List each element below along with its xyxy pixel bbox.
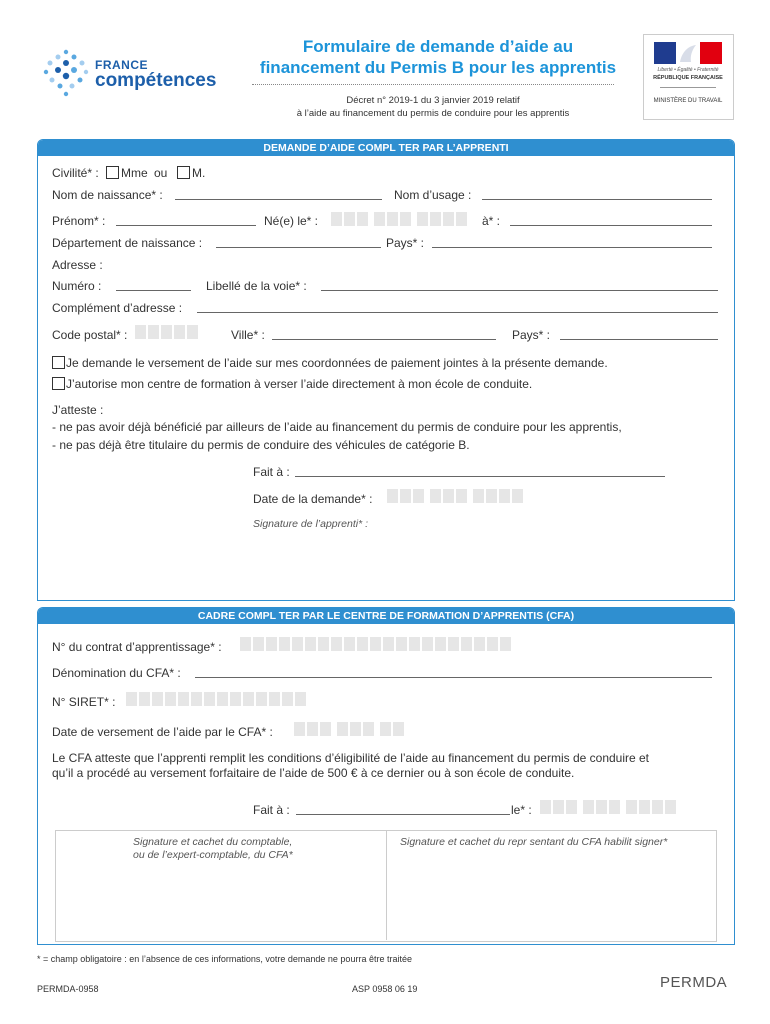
ou-label: ou <box>154 166 168 180</box>
cfa-le-label: le* : <box>511 803 532 817</box>
complement-label: Complément d’adresse : <box>52 301 183 315</box>
atteste-item-2: - ne pas déjà être titulaire du permis de conduire des véhicules de catégorie B. <box>52 438 470 452</box>
lieu-naissance-label: à* : <box>482 214 501 228</box>
sig-comptable-line-2: ou de l’expert-comptable, du CFA* <box>133 849 293 861</box>
decree-line-2: à l’aide au financement du permis de conduire pour les apprentis <box>296 108 570 119</box>
title-line-2: financement du Permis B pour les apprentis <box>259 58 617 77</box>
marianne-flag-icon <box>654 42 722 64</box>
code-postal-label: Code postal* : <box>52 328 128 342</box>
logo-dots-icon <box>40 48 92 100</box>
lieu-naissance-field[interactable] <box>510 225 712 226</box>
cfa-fait-a-label: Fait à : <box>253 803 290 817</box>
ref-right: PERMDA <box>660 974 728 991</box>
nom-naissance-label: Nom de naissance* : <box>52 188 163 202</box>
fait-a-field[interactable] <box>295 476 665 477</box>
pays-naissance-field[interactable] <box>432 247 712 248</box>
contrat-label: N° du contrat d’apprentissage* : <box>52 640 222 654</box>
checkbox-versement-apprenti[interactable] <box>52 356 65 369</box>
ministry-name: MINISTÈRE DU TRAVAIL <box>653 98 723 104</box>
logo-text-france: FRANCE <box>95 58 148 72</box>
libelle-voie-field[interactable] <box>321 290 718 291</box>
title-line-1: Formulaire de demande d’aide au <box>302 37 574 56</box>
ref-left: PERMDA-0958 <box>37 984 99 994</box>
apprentice-section-header: DEMANDE D’AIDE COMPL TER PAR L’APPRENTI <box>38 140 734 156</box>
option-versement-ecole: J’autorise mon centre de formation à verser l’aide directement à mon école de conduite. <box>66 377 533 391</box>
fait-a-label: Fait à : <box>253 465 290 479</box>
numero-field[interactable] <box>116 290 191 291</box>
pays-naissance-label: Pays* : <box>386 236 425 250</box>
option-versement-apprenti: Je demande le versement de l’aide sur mes coordonnées de paiement jointes à la présente demande. <box>66 356 608 370</box>
date-demande-field[interactable] <box>387 489 523 503</box>
libelle-voie-label: Libellé de la voie* : <box>206 279 307 293</box>
nom-naissance-field[interactable] <box>175 199 382 200</box>
cfa-fait-a-field[interactable] <box>296 814 510 815</box>
ville-label: Ville* : <box>231 328 265 342</box>
nom-usage-label: Nom d’usage : <box>394 188 472 202</box>
prenom-label: Prénom* : <box>52 214 106 228</box>
departement-field[interactable] <box>216 247 381 248</box>
sig-representant: Signature et cachet du repr sentant du CFA habilit signer* <box>400 836 668 848</box>
decree-line-1: Décret n° 2019-1 du 3 janvier 2019 relatif <box>346 95 520 106</box>
denomination-field[interactable] <box>195 677 712 678</box>
ville-field[interactable] <box>272 339 496 340</box>
pays-label: Pays* : <box>512 328 551 342</box>
checkbox-m[interactable] <box>177 166 190 179</box>
numero-label: Numéro : <box>52 279 102 293</box>
mme-label: Mme <box>121 166 148 180</box>
adresse-label: Adresse : <box>52 258 103 272</box>
atteste-label: J’atteste : <box>52 403 104 417</box>
code-postal-field[interactable] <box>135 325 198 339</box>
checkbox-versement-ecole[interactable] <box>52 377 65 390</box>
apprentice-section <box>37 139 735 601</box>
ne-le-label: Né(e) le* : <box>264 214 319 228</box>
cfa-section-header: CADRE COMPL TER PAR LE CENTRE DE FORMATION D’APPRENTIS (CFA) <box>38 608 734 624</box>
siret-field[interactable] <box>126 692 306 706</box>
cfa-atteste-line-1: Le CFA atteste que l’apprenti remplit les conditions d’éligibilité de l’aide au financement du permis de conduire et <box>52 751 650 765</box>
france-competences-logo <box>40 48 92 100</box>
pays-field[interactable] <box>560 339 718 340</box>
rf-divider <box>660 87 716 88</box>
mandatory-note: * = champ obligatoire : en l’absence de ces informations, votre demande ne pourra être traitée <box>37 954 412 964</box>
logo-text-competences: compétences <box>95 70 217 91</box>
birth-date-field[interactable] <box>331 212 467 226</box>
atteste-item-1: - ne pas avoir déjà bénéficié par ailleurs de l’aide au financement du permis de conduire pour les apprentis, <box>52 420 622 434</box>
sig-comptable-line-1: Signature et cachet du comptable, <box>133 836 293 848</box>
checkbox-mme[interactable] <box>106 166 119 179</box>
decree-reference <box>252 94 614 120</box>
title-divider <box>252 84 614 85</box>
m-label: M. <box>192 166 206 180</box>
siret-label: N° SIRET* : <box>52 695 116 709</box>
page-title <box>240 36 636 78</box>
complement-field[interactable] <box>197 312 718 313</box>
ref-center: ASP 0958 06 19 <box>352 984 418 994</box>
date-versement-field[interactable] <box>294 722 404 736</box>
rf-name: RÉPUBLIQUE FRANÇAISE <box>653 75 723 81</box>
cfa-atteste-line-2: qu’il a procédé au versement forfaitaire de l’aide de 500 € à ce dernier ou à son école de conduite. <box>52 766 575 780</box>
departement-label: Département de naissance : <box>52 236 203 250</box>
civilite-label: Civilité* : <box>52 166 99 180</box>
denomination-label: Dénomination du CFA* : <box>52 666 181 680</box>
date-demande-label: Date de la demande* : <box>253 492 373 506</box>
nom-usage-field[interactable] <box>482 199 712 200</box>
rf-motto: Liberté • Égalité • Fraternité <box>657 67 719 73</box>
date-versement-label: Date de versement de l’aide par le CFA* : <box>52 725 273 739</box>
prenom-field[interactable] <box>116 225 256 226</box>
cfa-date-field[interactable] <box>540 800 676 814</box>
signature-apprenti-label: Signature de l’apprenti* : <box>253 518 368 530</box>
contrat-field[interactable] <box>240 637 511 651</box>
signature-divider <box>386 830 387 940</box>
